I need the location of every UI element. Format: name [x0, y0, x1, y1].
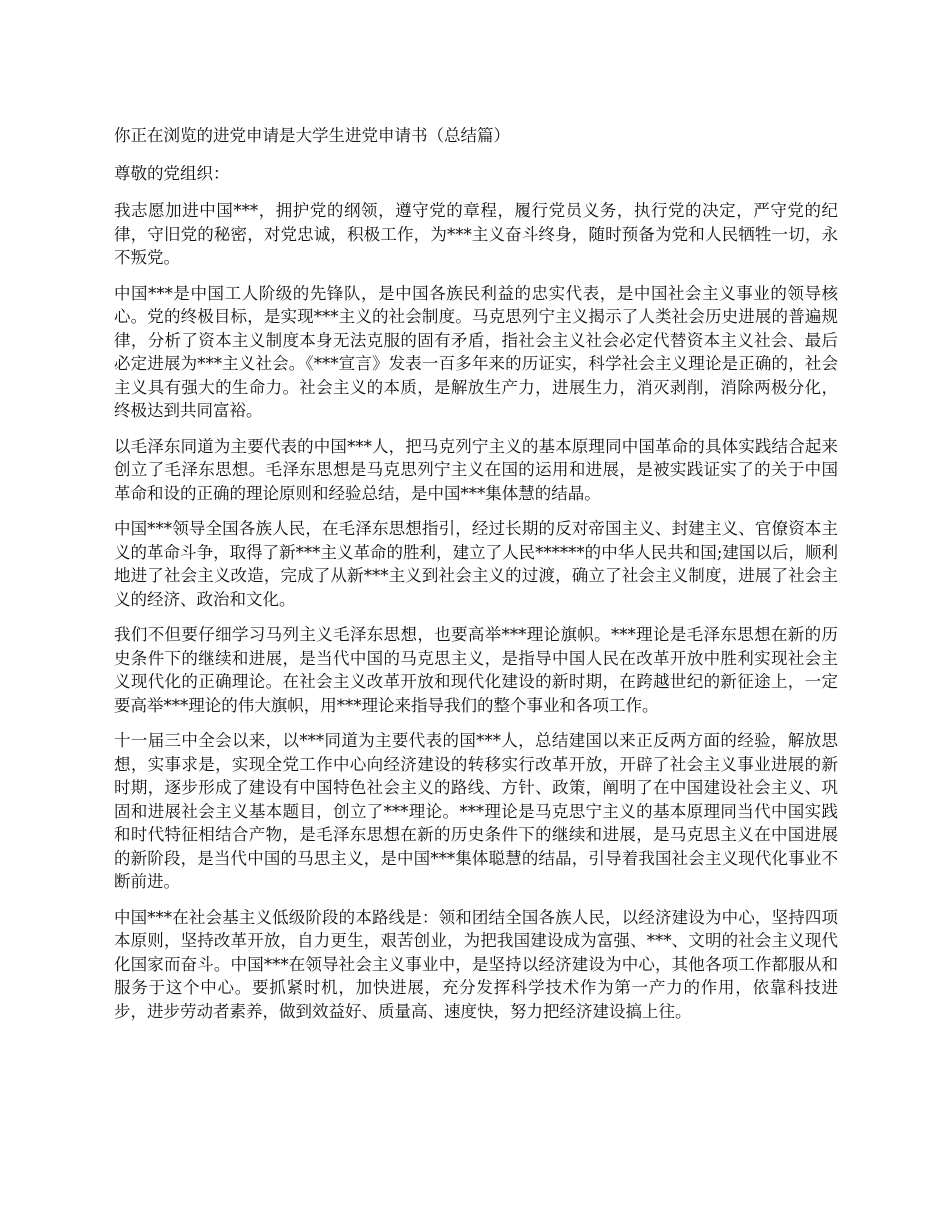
- salutation: 尊敬的党组织：: [114, 163, 230, 183]
- document-page: [114, 124, 838, 1035]
- paragraph-5: 我们不但要仔细学习马列主义毛泽东思想，也要高举***理论旗帜。***理论是毛泽东思想在新的历史条件下的继续和进展，是当代中国的马克思主义，是指导中国人民在改革开放中胜利实现社会主义现代化的正确理论。在社会主义改革开放和现代化建设的新时期，在跨越世纪的新征途上，一定要高举***理论的伟大旗帜，用***理论来指导我们的整个事业和各项工作。: [114, 625, 839, 715]
- document-title: 你正在浏览的进党申请是大学生进党申请书（总结篇）: [114, 126, 510, 145]
- paragraph-3: 以毛泽东同道为主要代表的中国***人，把马克列宁主义的基本原理同中国革命的具体实践结合起来创立了毛泽东思想。毛泽东思想是马克思列宁主义在国的运用和进展，是被实践证实了的关于中国革命和设的正确的理论原则和经验总结，是中国***集体慧的结晶。: [114, 436, 838, 503]
- paragraph-6: 十一届三中全会以来，以***同道为主要代表的国***人，总结建国以来正反两方面的经验，解放思想，实事求是，实现全党工作中心向经济建设的转移实行改革开放，开辟了社会主义事业进展的新时期，逐步形成了建设有中国特色社会主义的路线、方针、政策，阐明了在中国建设社会主义、巩固和进展社会主义基本题目，创立了***理论。***理论是马克思宁主义的基本原理同当代中国实践和时代特征相结合产物，是毛泽东思想在新的历史条件下的继续和进展，是马克思主义在中国进展的新阶段，是当代中国的马思主义，是中国***集体聪慧的结晶，引导着我国社会主义现代化事业不断前进。: [114, 731, 838, 891]
- paragraph-7: 中国***在社会基主义低级阶段的本路线是：领和团结全国各族人民，以经济建设为中心，坚持四项本原则，坚持改革开放，自力更生，艰苦创业，为把我国建设成为富强、***、文明的社会主义现代化国家而奋斗。中国***在领导社会主义事业中，是坚持以经济建设为中心，其他各项工作都服从和服务于这个中心。要抓紧时机，加快进展，充分发挥科学技术作为第一产力的作用，依靠科技进步，进步劳动者素养，做到效益好、质量高、速度快，努力把经济建设搞上往。: [114, 907, 838, 1021]
- paragraph-1: 我志愿加进中国***，拥护党的纲领，遵守党的章程，履行党员义务，执行党的决定，严守党的纪律，守旧党的秘密，对党忠诚，积极工作，为***主义奋斗终身，随时预备为党和人民牺牲一切，永不叛党。: [114, 201, 838, 267]
- paragraph-4: 中国***领导全国各族人民，在毛泽东思想指引，经过长期的反对帝国主义、封建主义、官僚资本主义的革命斗争，取得了新***主义革命的胜利，建立了人民******的中华人民共和国;建国以后，顺利地进了社会主义改造，完成了从新***主义到社会主义的过渡，确立了社会主义制度，进展了社会主义的经济、政治和文化。: [114, 519, 838, 609]
- paragraph-2: 中国***是中国工人阶级的先锋队，是中国各族民利益的忠实代表，是中国社会主义事业的领导核心。党的终极目标，是实现***主义的社会制度。马克思列宁主义揭示了人类社会历史进展的普遍规律，分析了资本主义制度本身无法克服的固有矛盾，指社会主义社会必定代替资本主义社会、最后必定进展为***主义社会。《***宣言》发表一百多年来的历证实，科学社会主义理论是正确的，社会主义具有强大的生命力。社会主义的本质，是解放生产力，进展生力，消灭剥削，消除两极分化，终极达到共同富裕。: [114, 283, 838, 420]
